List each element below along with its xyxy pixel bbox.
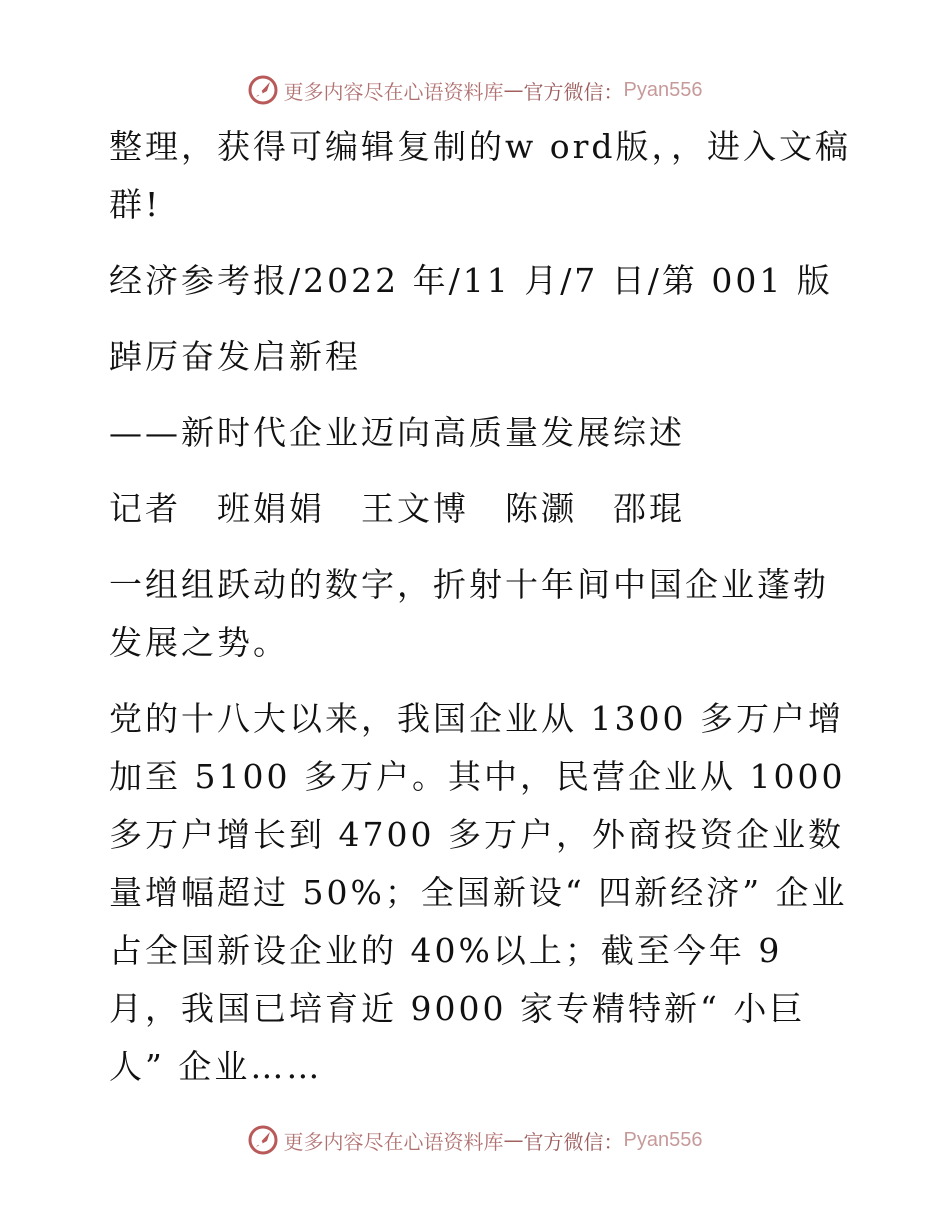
watermark-title: 更多内容尽在心语资料库 [283, 1129, 504, 1154]
watermark-separator: — [503, 78, 524, 102]
watermark-header [0, 70, 950, 110]
subheadline: ——新时代企业迈向高质量发展综述 [109, 413, 685, 452]
watermark-title: 更多内容尽在心语资料库 [283, 79, 504, 104]
watermark-footer [0, 1120, 950, 1160]
watermark-wechat-label: 官方微信： [523, 79, 624, 104]
watermark-wechat-label: 官方微信： [523, 1129, 624, 1154]
watermark-separator: — [503, 1128, 524, 1152]
document-body [97, 118, 857, 1114]
watermark-wechat-id: Pyan556 [623, 78, 703, 101]
intro-text: 整理，获得可编辑复制的w ord版，，进入文稿群! [109, 127, 852, 224]
byline: 记者 班娟娟 王文博 陈灏 邵琨 [109, 489, 685, 528]
quill-circle-icon [248, 75, 278, 105]
watermark-wechat-id: Pyan556 [623, 1128, 703, 1151]
paragraph-1: 一组组跃动的数字，折射十年间中国企业蓬勃发展之势。 [109, 565, 829, 662]
headline: 踔厉奋发启新程 [109, 337, 361, 376]
paragraph-2: 党的十八大以来，我国企业从 1300 多万户增加至 5100 多万户。其中，民营企业从 1000 多万户增长到 4700 多万户，外商投资企业数量增幅超过 50%；全国新设“ 四新经济” 企业占全国新设企业的 40%以上；截至今年 9 月，我国已培育近 9000 家专精特新“ 小巨人” 企业…… [109, 699, 848, 1086]
source-line: 经济参考报/2022 年/11 月/7 日/第 001 版 [109, 261, 833, 300]
quill-circle-icon [248, 1125, 278, 1155]
